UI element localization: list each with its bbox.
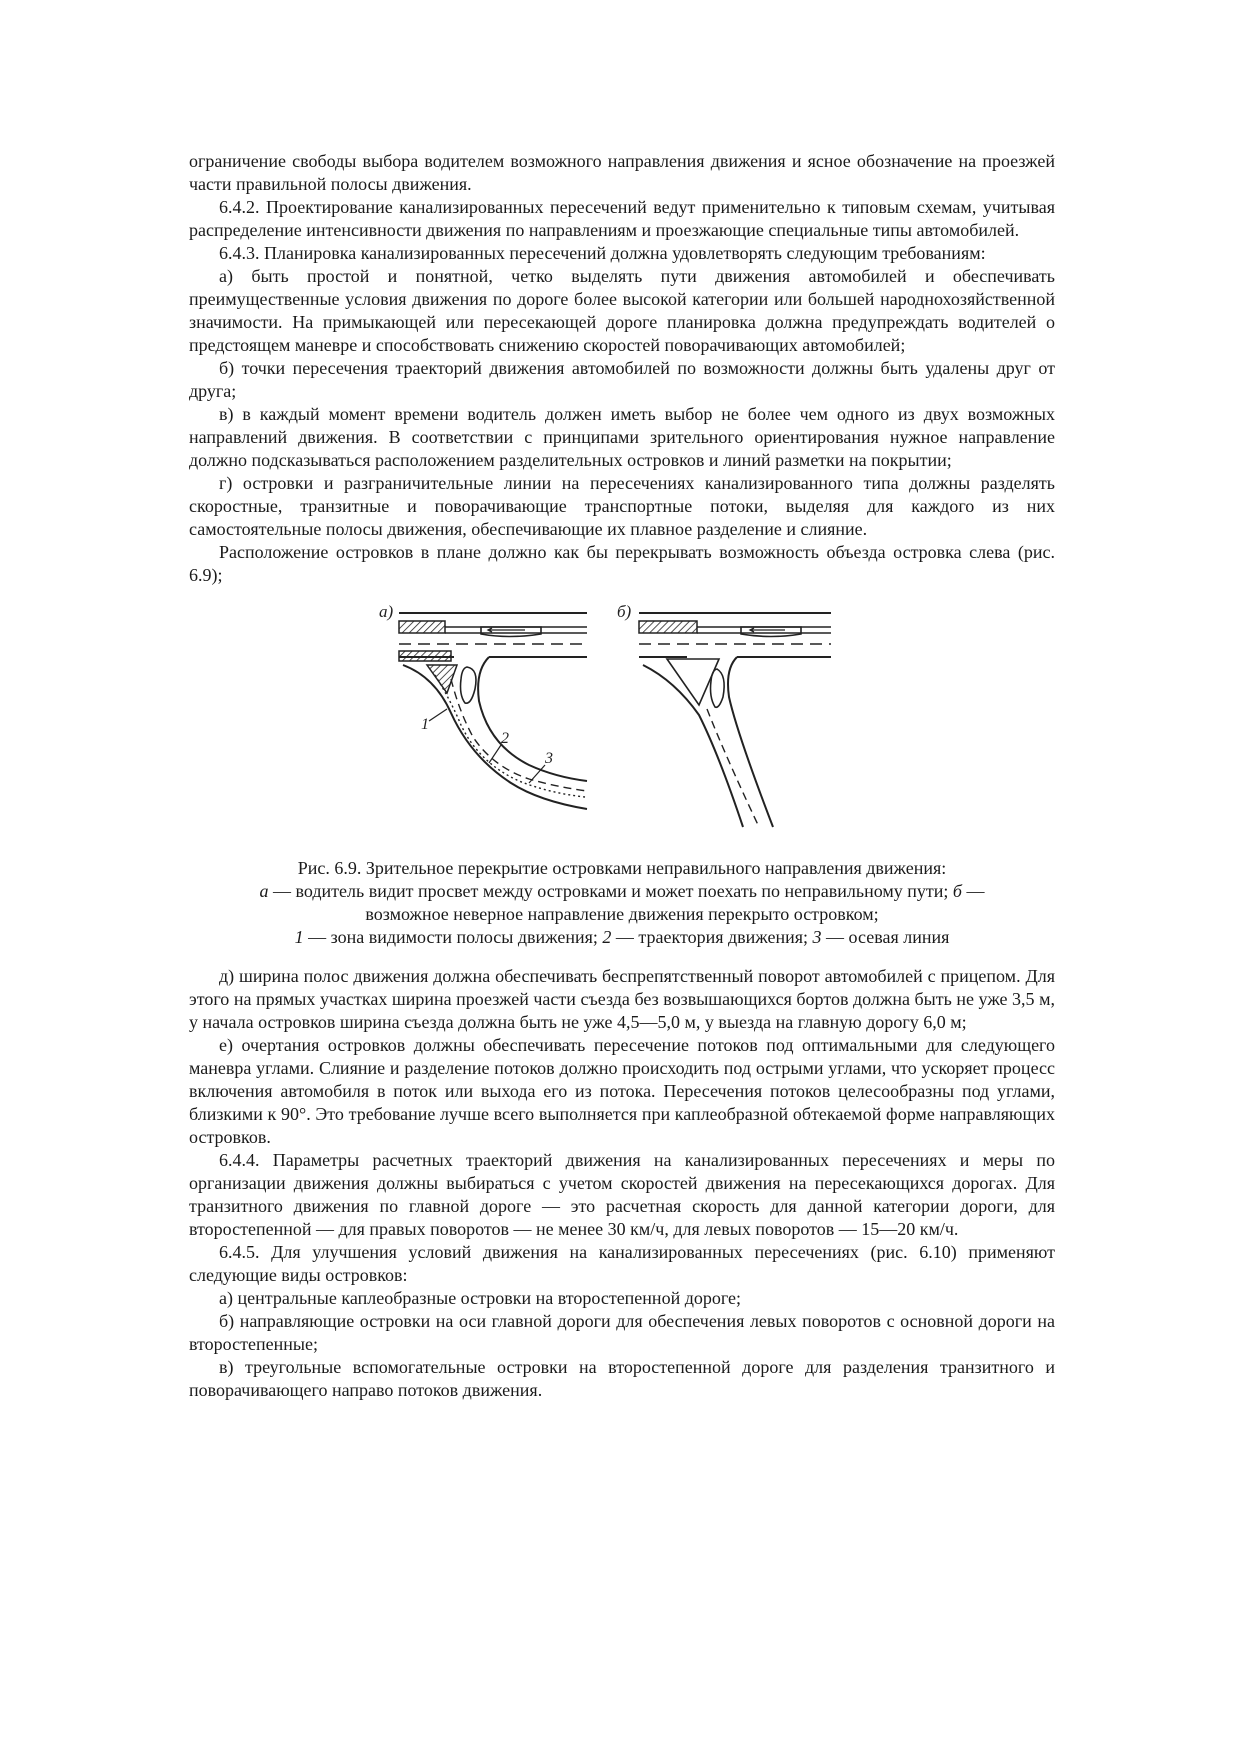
- diagram-panel-a: [379, 605, 587, 809]
- paragraph: в) треугольные вспомогательные островки на второстепенной дороге для разделения транзитного и поворачивающего направо потоков движения.: [189, 1357, 1055, 1400]
- text-block-bottom: [189, 965, 1055, 1402]
- paragraph: 6.4.2. Проектирование канализированных пересечений ведут применительно к типовым схемам, учитывая распределение интенсивности движения по направлениям и проезжающие специальные типы автомобилей.: [189, 197, 1055, 240]
- caption-line: 1 — зона видимости полосы движения; 2 — траектория движения; 3 — осевая линия: [294, 927, 950, 947]
- text-block-top: [189, 150, 1055, 587]
- paragraph: е) очертания островков должны обеспечивать пересечение потоков под оптимальными для следующего маневра углами. Слияние и разделение потоков должно происходить под острыми углами, что ускоряет процесс включения автомобиля в поток или выхода его из потока. Пересечения потоков целесообразны под углами, близкими к 90°. Это требование лучше всего выполняется при каплеобразной обтекаемой форме направляющих островков.: [189, 1035, 1055, 1147]
- paragraph: Расположение островков в плане должно как бы перекрывать возможность объезда островка слева (рис. 6.9);: [189, 542, 1055, 585]
- paragraph: г) островки и разграничительные линии на пересечениях канализированного типа должны разделять скоростные, транзитные и поворачивающие транспортные потоки, выделяя для каждого из них самостоятельные полосы движения, обеспечивающие их плавное разделение и слияние.: [189, 473, 1055, 539]
- paragraph: а) центральные каплеобразные островки на второстепенной дороге;: [219, 1288, 741, 1308]
- paragraph: ограничение свободы выбора водителем возможного направления движения и ясное обозначение на проезжей части правильной полосы движения.: [189, 151, 1055, 194]
- paragraph: 6.4.5. Для улучшения условий движения на канализированных пересечениях (рис. 6.10) применяют следующие виды островков:: [189, 1242, 1055, 1285]
- ramp-edge: [478, 657, 587, 781]
- figure-6-9: [189, 605, 1055, 833]
- callout-3: 3: [545, 750, 553, 767]
- caption-line: а — водитель видит просвет между островками и может поехать по неправильному пути; б —: [259, 881, 985, 901]
- figure-caption: [189, 857, 1055, 949]
- drop-island: [711, 669, 725, 707]
- caption-number: 2: [602, 927, 612, 947]
- panel-label-b: б): [617, 605, 632, 621]
- panel-label-a: а): [379, 605, 394, 621]
- ramp-centerline: [451, 679, 587, 791]
- caption-title: Рис. 6.9. Зрительное перекрытие островками неправильного направления движения:: [297, 858, 947, 878]
- caption-letter: б: [952, 881, 962, 901]
- hatched-median: [399, 621, 445, 633]
- callout-2: 2: [501, 730, 509, 747]
- hatched-median: [399, 651, 451, 661]
- hatched-median: [639, 621, 697, 633]
- document-page: [189, 150, 1055, 1402]
- intersection-diagram: [189, 605, 1055, 833]
- paragraph: д) ширина полос движения должна обеспечивать беспрепятственный поворот автомобилей с прицепом. Для этого на прямых участках ширина проезжей части съезда без возвышающихся бортов должна быть не уже 3,5 м, у начала островков ширина съезда должна быть не уже 4,5—5,0 м, у выезда на главную дорогу 6,0 м;: [189, 966, 1055, 1032]
- paragraph: 6.4.4. Параметры расчетных траекторий движения на канализированных пересечениях и меры по организации движения должны выбираться с учетом скоростей движения на пересекающихся дорогах. Для транзитного движения по главной дороге — это расчетная скорость для данной категории дороги, для второстепенной — для правых поворотов — не менее 30 км/ч, для левых поворотов — 15—20 км/ч.: [189, 1150, 1055, 1239]
- drop-island: [461, 667, 477, 703]
- callout-1: 1: [421, 716, 429, 733]
- diagram-panel-b: [617, 605, 831, 827]
- trajectory-line: [435, 675, 585, 797]
- paragraph: б) направляющие островки на оси главной дороги для обеспечения левых поворотов с основной дороги на второстепенные;: [189, 1311, 1055, 1354]
- paragraph: а) быть простой и понятной, четко выделять пути движения автомобилей и обеспечивать преимущественные условия движения по дороге более высокой категории или большей народнохозяйственной значимости. На примыкающей или пересекающей дороге планировка должна предупреждать водителей о предстоящем маневре и способствовать снижению скоростей поворачивающих автомобилей;: [189, 266, 1055, 355]
- paragraph: 6.4.3. Планировка канализированных пересечений должна удовлетворять следующим требованиям:: [219, 243, 986, 263]
- guide-island: [741, 627, 801, 637]
- triangular-island: [427, 665, 457, 693]
- caption-number: 3: [812, 927, 822, 947]
- caption-number: 1: [294, 927, 304, 947]
- paragraph: в) в каждый момент времени водитель должен иметь выбор не более чем одного из двух возможных направлений движения. В соответствии с принципами зрительного ориентирования нужное направление должно подсказываться расположением разделительных островков и линий разметки на покрытии;: [189, 404, 1055, 470]
- caption-line: возможное неверное направление движения перекрыто островком;: [365, 904, 879, 924]
- caption-letter: а: [259, 881, 269, 901]
- paragraph: б) точки пересечения траекторий движения автомобилей по возможности должны быть удалены друг от друга;: [189, 358, 1055, 401]
